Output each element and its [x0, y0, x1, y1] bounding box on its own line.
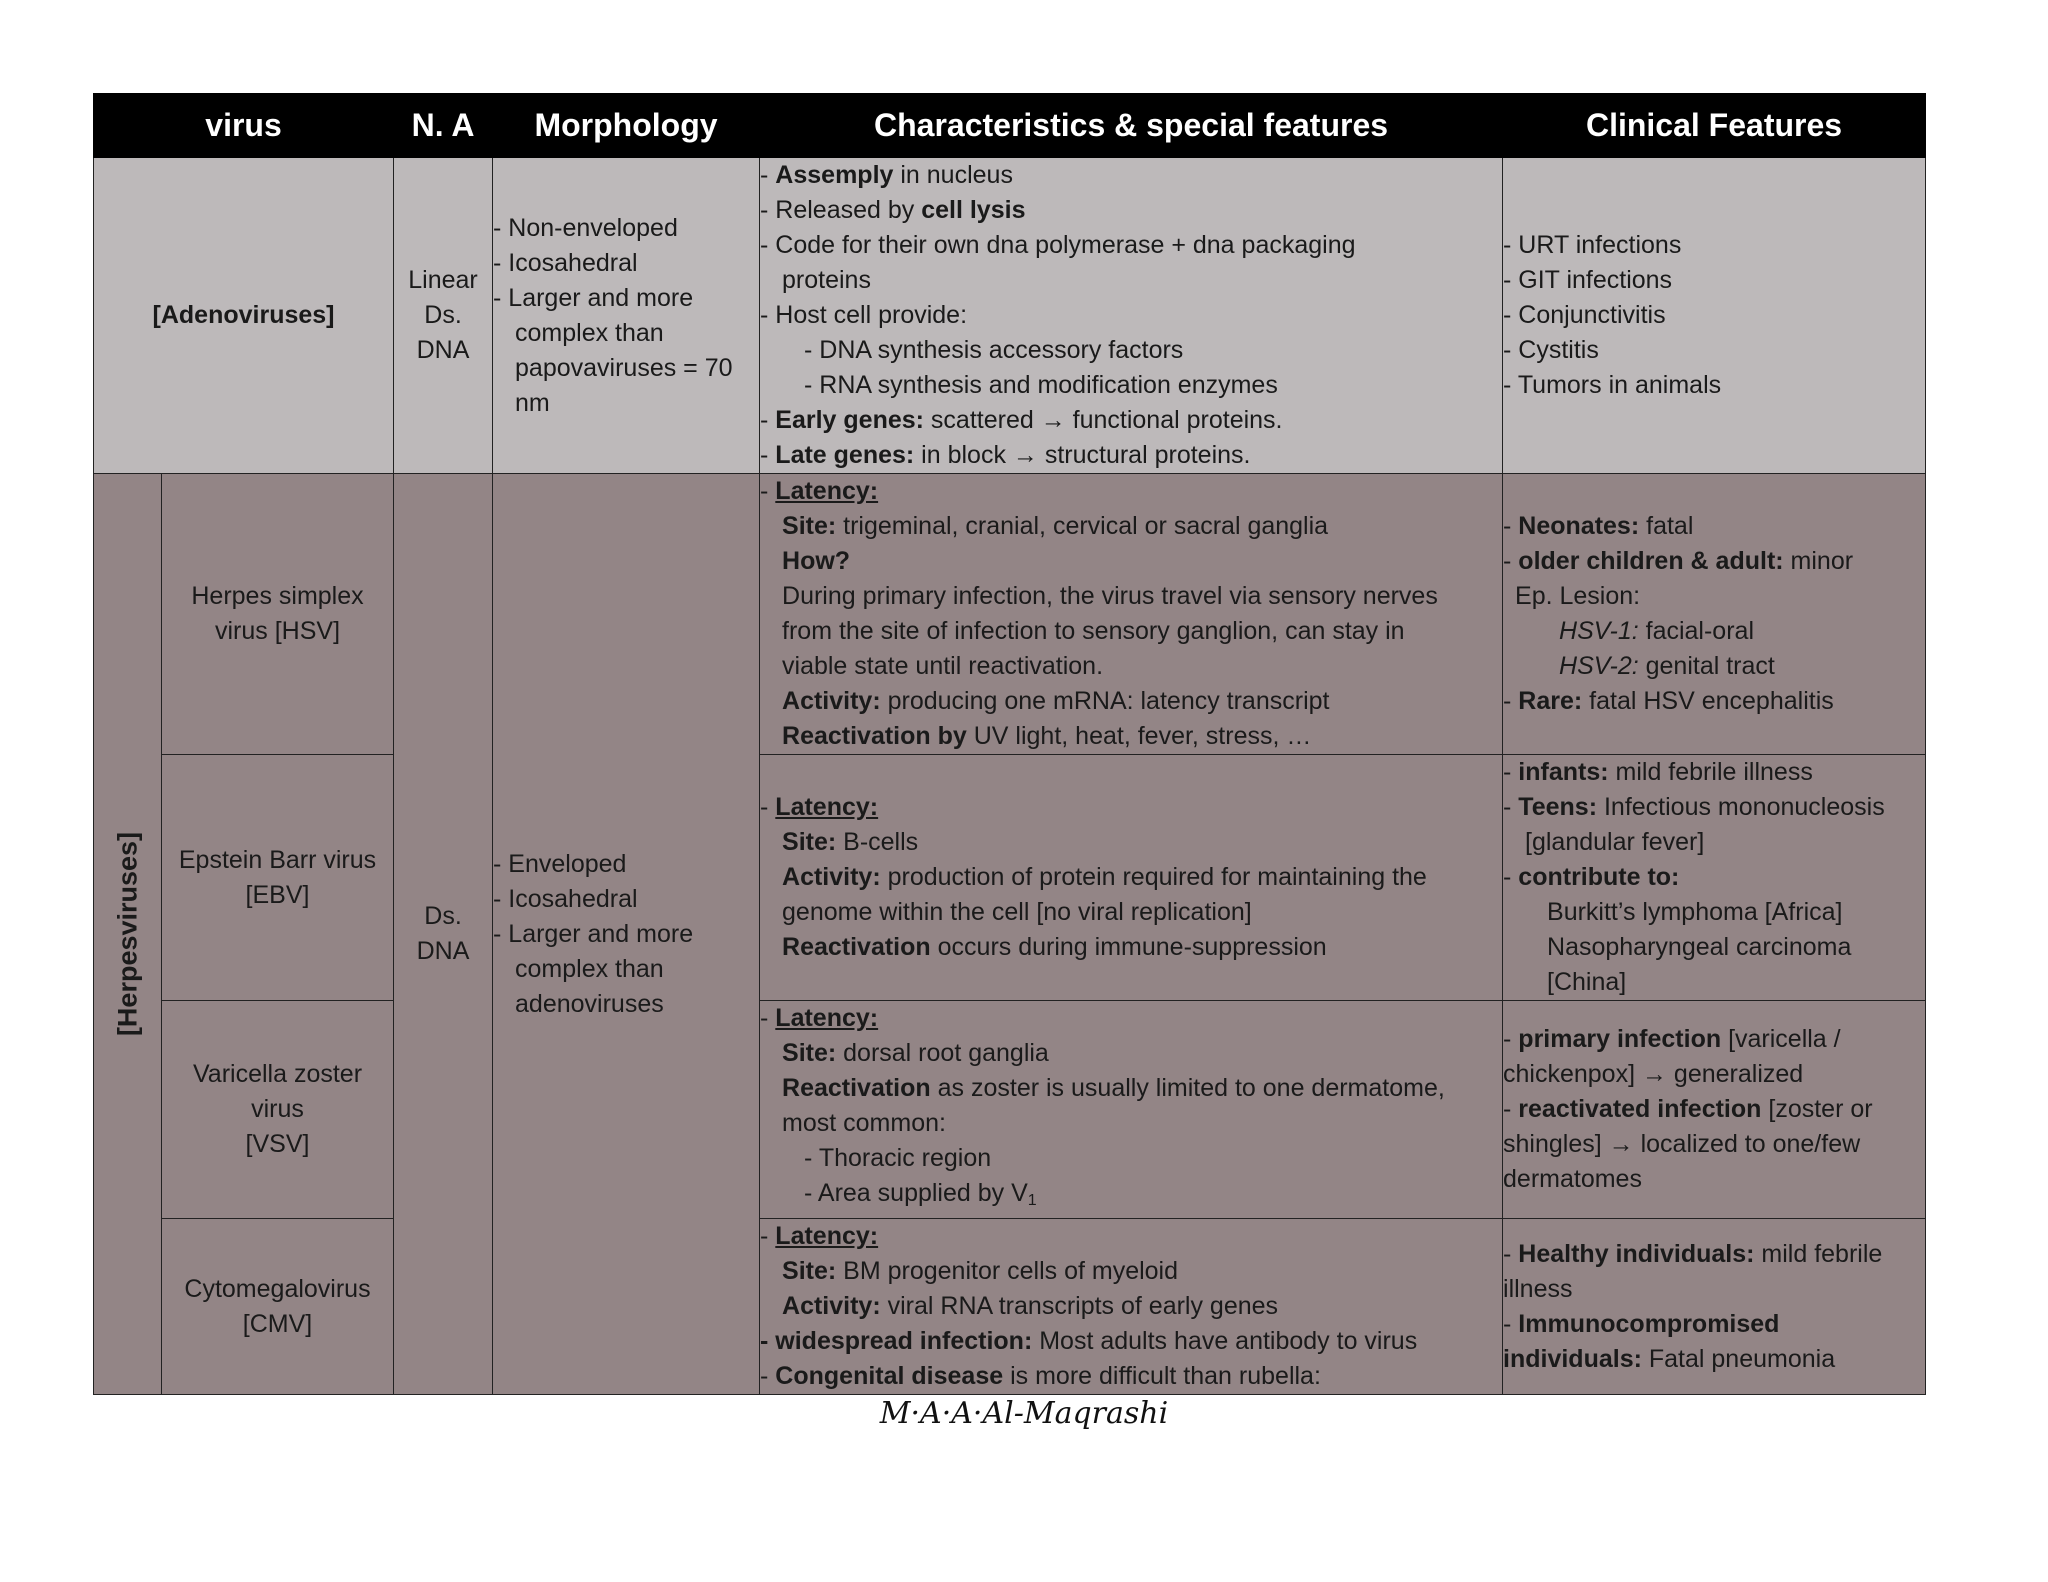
char-line: Reactivation as zoster is usually limited to one dermatome, — [782, 1074, 1445, 1102]
clinical-line: - older children & adult: minor — [1503, 547, 1854, 575]
clinical-line: Nasopharyngeal carcinoma — [1547, 933, 1852, 961]
morph-line: - Icosahedral — [493, 884, 638, 913]
author-signature: M·A·A·Al-Maqrashi — [879, 1396, 1169, 1431]
herpes-na-cell — [394, 474, 493, 1395]
cmv-clinical-cell — [1503, 1219, 1926, 1395]
morph-line: adenoviruses — [515, 989, 664, 1018]
header-na: N. A — [394, 94, 493, 158]
na-line: Ds. — [424, 902, 462, 930]
na-line: Ds. — [424, 301, 462, 329]
morph-line: - Enveloped — [493, 849, 627, 878]
clinical-line: HSV-2: genital tract — [1559, 652, 1775, 680]
na-line: DNA — [416, 336, 470, 364]
morph-line: - Non-enveloped — [493, 213, 678, 242]
table-header-row — [94, 94, 1926, 158]
ebv-clinical-cell — [1503, 755, 1926, 1001]
cmv-name-cell — [162, 1219, 394, 1395]
cmv-char-cell — [760, 1219, 1503, 1395]
clinical-line: - primary infection [varicella / — [1503, 1025, 1841, 1053]
char-line: - Late genes: in block → structural proteins. — [760, 441, 1251, 469]
char-line: - Latency: — [760, 793, 879, 821]
clinical-line: - URT infections — [1503, 231, 1682, 259]
header-clinical: Clinical Features — [1503, 94, 1926, 158]
header-morphology: Morphology — [493, 94, 760, 158]
morph-line: nm — [515, 388, 550, 417]
char-line: Site: BM progenitor cells of myeloid — [782, 1257, 1179, 1285]
virus-name-line: [CMV] — [242, 1309, 313, 1338]
char-line: Reactivation occurs during immune-suppression — [782, 933, 1327, 961]
char-line: - Early genes: scattered → functional proteins. — [760, 406, 1283, 434]
vzv-name-cell — [162, 1001, 394, 1219]
char-line: - RNA synthesis and modification enzymes — [804, 371, 1278, 399]
morph-line: - Larger and more — [493, 919, 694, 948]
adeno-clinical-cell — [1503, 158, 1926, 474]
clinical-line: - Immunocompromised — [1503, 1309, 1780, 1338]
na-line: DNA — [416, 937, 470, 965]
clinical-line: - Cystitis — [1503, 336, 1599, 364]
adeno-morph-cell — [493, 158, 760, 474]
na-line: Linear — [408, 266, 478, 294]
morph-line: - Larger and more — [493, 283, 694, 312]
clinical-line: - Tumors in animals — [1503, 371, 1722, 399]
virus-name-line: virus — [251, 1095, 304, 1123]
virus-table — [93, 93, 1926, 1395]
clinical-line: - Teens: Infectious mononucleosis — [1503, 793, 1885, 821]
table-row — [94, 158, 1926, 474]
header-virus: virus — [94, 94, 394, 158]
char-line: Site: B-cells — [782, 828, 919, 856]
clinical-line: HSV-1: facial-oral — [1559, 617, 1754, 645]
virus-name-line: [EBV] — [245, 880, 310, 909]
virus-name-line: Varicella zoster — [192, 1060, 363, 1088]
clinical-line: - Rare: fatal HSV encephalitis — [1503, 687, 1834, 715]
clinical-line: shingles] → localized to one/few — [1503, 1130, 1861, 1158]
adeno-name: [Adenoviruses] — [152, 301, 335, 329]
clinical-line: - reactivated infection [zoster or — [1503, 1095, 1873, 1123]
char-line: - Area supplied by $V_1$ — [804, 1179, 1037, 1209]
char-line: - Code for their own dna polymerase + dna packaging — [760, 231, 1356, 259]
herpes-family-label: [Herpesviruses] — [112, 831, 142, 1037]
char-line: During primary infection, the virus travel via sensory nerves — [782, 582, 1438, 610]
clinical-line: dermatomes — [1503, 1165, 1642, 1193]
clinical-line: - GIT infections — [1503, 266, 1673, 294]
table-row — [94, 1001, 1926, 1219]
char-line: How? — [782, 547, 851, 575]
char-line: Activity: viral RNA transcripts of early genes — [782, 1292, 1279, 1320]
virus-name-line: virus [HSV] — [214, 617, 341, 645]
virus-name-line: [VSV] — [245, 1130, 310, 1158]
vzv-clinical-cell — [1503, 1001, 1926, 1219]
vzv-char-cell — [760, 1001, 1503, 1219]
char-line: Site: dorsal root ganglia — [782, 1039, 1049, 1067]
char-line: viable state until reactivation. — [782, 652, 1104, 680]
char-line: - Thoracic region — [804, 1144, 992, 1172]
morph-line: complex than — [515, 318, 664, 347]
char-line: - Latency: — [760, 477, 879, 505]
char-line: Activity: production of protein required for maintaining the — [782, 863, 1427, 891]
char-line: - Host cell provide: — [760, 301, 968, 329]
hsv-char-cell — [760, 474, 1503, 755]
clinical-line: Ep. Lesion: — [1515, 582, 1641, 610]
table-row — [94, 755, 1926, 1001]
clinical-line: [glandular fever] — [1525, 828, 1705, 856]
adeno-char-cell — [760, 158, 1503, 474]
clinical-line: - contribute to: — [1503, 863, 1680, 891]
char-line: - Latency: — [760, 1222, 879, 1250]
clinical-line: chickenpox] → generalized — [1503, 1060, 1804, 1088]
char-line: - Assemply in nucleus — [760, 161, 1013, 189]
char-line: - widespread infection: Most adults have antibody to virus — [760, 1327, 1418, 1355]
adeno-name-cell — [94, 158, 394, 474]
hsv-name-cell — [162, 474, 394, 755]
morph-line: complex than — [515, 954, 664, 983]
header-characteristics: Characteristics & special features — [760, 94, 1503, 158]
adeno-na-cell — [394, 158, 493, 474]
ebv-char-cell — [760, 755, 1503, 1001]
char-line: Reactivation by UV light, heat, fever, stress, … — [782, 722, 1312, 750]
char-line: most common: — [782, 1109, 946, 1137]
morph-line: - Icosahedral — [493, 248, 638, 277]
virus-name-line: Herpes simplex — [191, 582, 364, 610]
ebv-name-cell — [162, 755, 394, 1001]
morph-line: papovaviruses = 70 — [515, 353, 733, 382]
char-line: proteins — [782, 266, 871, 294]
virus-name-line: Cytomegalovirus — [184, 1274, 371, 1303]
clinical-line: - Conjunctivitis — [1503, 301, 1666, 329]
char-line: from the site of infection to sensory ganglion, can stay in — [782, 617, 1405, 645]
char-line: - Released by cell lysis — [760, 196, 1026, 224]
char-line: - Latency: — [760, 1004, 879, 1032]
clinical-line: [China] — [1547, 968, 1627, 996]
clinical-line: - Neonates: fatal — [1503, 512, 1694, 540]
clinical-line: Burkitt’s lymphoma [Africa] — [1547, 898, 1843, 926]
hsv-clinical-cell — [1503, 474, 1926, 755]
clinical-line: individuals: Fatal pneumonia — [1503, 1344, 1836, 1373]
clinical-line: - infants: mild febrile illness — [1503, 758, 1813, 786]
table-row — [94, 1219, 1926, 1395]
herpes-family-cell — [94, 474, 162, 1395]
herpes-morph-cell — [493, 474, 760, 1395]
clinical-line: illness — [1503, 1274, 1573, 1303]
clinical-line: - Healthy individuals: mild febrile — [1503, 1239, 1883, 1268]
char-line: Site: trigeminal, cranial, cervical or sacral ganglia — [782, 512, 1329, 540]
char-line: genome within the cell [no viral replication] — [782, 898, 1252, 926]
char-line: - Congenital disease is more difficult than rubella: — [760, 1362, 1321, 1390]
char-line: Activity: producing one mRNA: latency transcript — [782, 687, 1330, 715]
table-row — [94, 474, 1926, 755]
char-line: - DNA synthesis accessory factors — [804, 336, 1184, 364]
virus-name-line: Epstein Barr virus — [178, 845, 377, 874]
